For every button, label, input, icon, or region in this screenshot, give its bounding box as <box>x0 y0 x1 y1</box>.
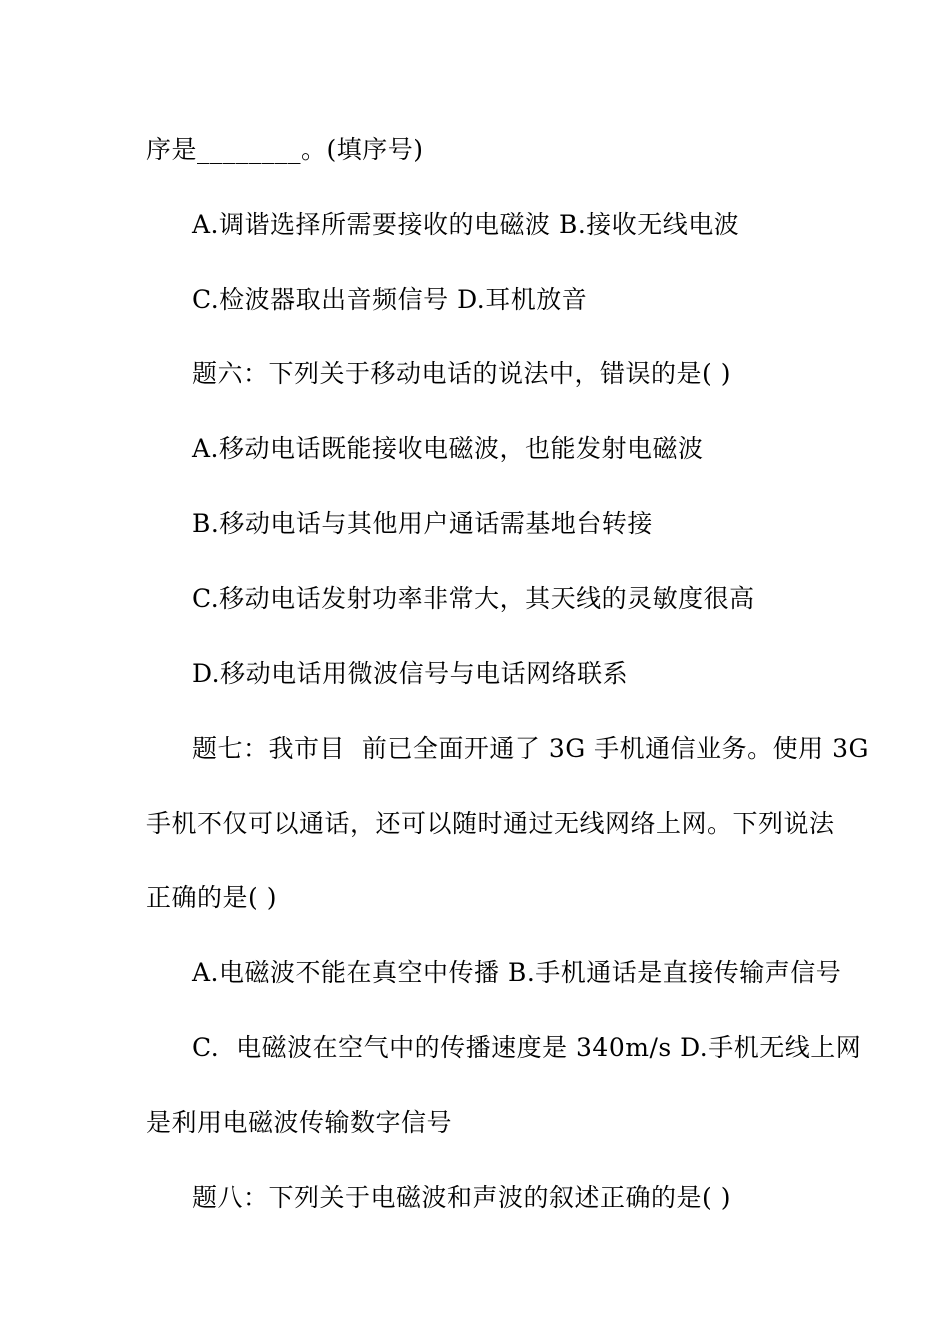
question-7-body: 手机不仅可以通话，还可以随时通过无线网络上网。下列说法 <box>146 809 835 838</box>
option-line-a-b: A.调谐选择所需要接收的电磁波 B.接收无线电波 <box>192 210 740 239</box>
question-8-title: 题八：下列关于电磁波和声波的叙述正确的是( ) <box>192 1183 731 1212</box>
question-7-body-end: 正确的是( ) <box>146 883 277 912</box>
text-line-blank-fill: 序是________。(填序号) <box>146 135 424 164</box>
question-6-option-b: B.移动电话与其他用户通话需基地台转接 <box>192 509 653 538</box>
question-6-title: 题六：下列关于移动电话的说法中，错误的是( ) <box>192 359 731 388</box>
question-6-option-d: D.移动电话用微波信号与电话网络联系 <box>192 659 629 688</box>
question-7-option-a-b: A.电磁波不能在真空中传播 B.手机通话是直接传输声信号 <box>192 958 842 987</box>
option-line-c-d: C.检波器取出音频信号 D.耳机放音 <box>192 285 588 314</box>
question-7-option-c-d: C. 电磁波在空气中的传播速度是 340m/s D.手机无线上网 <box>192 1033 862 1062</box>
question-6-option-a: A.移动电话既能接收电磁波，也能发射电磁波 <box>192 434 704 463</box>
question-7-title: 题七：我市目 前已全面开通了 3G 手机通信业务。使用 3G <box>192 734 869 763</box>
question-6-option-c: C.移动电话发射功率非常大，其天线的灵敏度很高 <box>192 584 755 613</box>
question-7-option-d-end: 是利用电磁波传输数字信号 <box>146 1108 453 1137</box>
